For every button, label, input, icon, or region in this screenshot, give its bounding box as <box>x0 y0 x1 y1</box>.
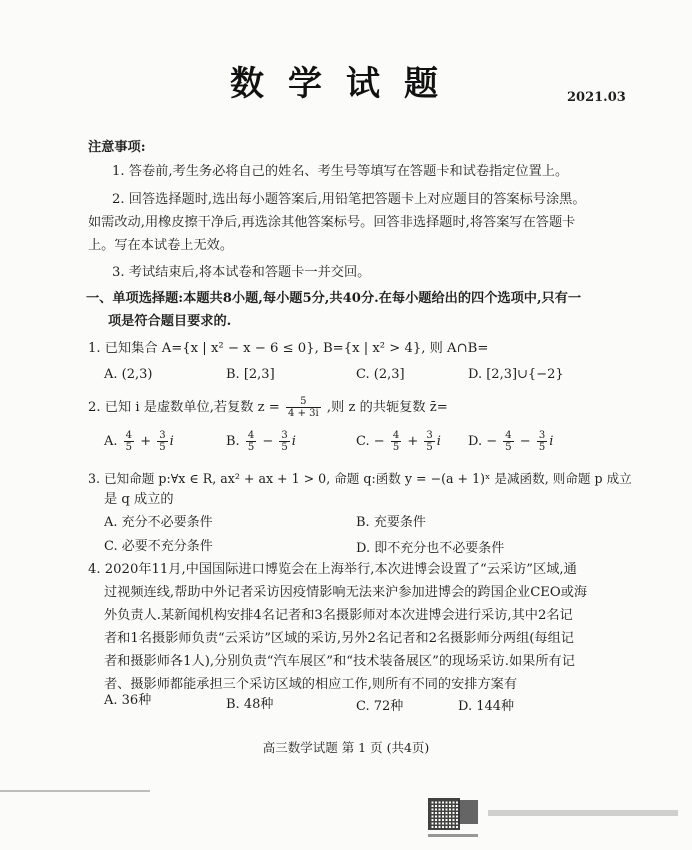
q2-option-c <box>356 430 441 453</box>
q2-option-c-frac-imag <box>424 430 434 453</box>
notice-line-4: 上。写在本试卷上无效。 <box>88 238 234 253</box>
frac-den: 5 <box>125 442 133 453</box>
q4-option-c: C. 72种 <box>356 699 404 714</box>
q2-option-d-label: D. <box>468 434 483 449</box>
notice-heading: 注意事项: <box>88 140 146 155</box>
frac-den: 5 <box>392 442 400 453</box>
scan-artifact <box>428 834 478 837</box>
frac-num: 4 <box>125 430 133 441</box>
q2-fraction <box>286 396 321 419</box>
exam-date: 2021.03 <box>567 90 626 105</box>
q4-option-d: D. 144种 <box>458 699 515 714</box>
q2-option-d <box>468 430 553 453</box>
q1-option-c: C. (2,3] <box>356 367 405 382</box>
frac-num: 4 <box>247 430 255 441</box>
question-4-line-2: 过视频连线,帮助中外记者采访因疫情影响无法来沪参加进博会的跨国企业CEO或海 <box>104 585 588 600</box>
frac-num: 3 <box>426 430 433 441</box>
q3-option-b: B. 充要条件 <box>356 515 426 530</box>
q2-option-d-frac-real <box>503 430 513 453</box>
scan-artifact <box>0 790 150 792</box>
notice-line-2: 2. 回答选择题时,选出每小题答案后,用铅笔把答题卡上对应题目的答案标号涂黑。 <box>112 192 586 207</box>
question-4-line-5: 者和摄影师各1人),分别负责“汽车展区”和“技术装备展区”的现场采访.如果所有记 <box>104 654 575 669</box>
frac-num: 3 <box>159 430 166 441</box>
frac-num: 3 <box>538 430 546 441</box>
q2-option-d-frac-imag <box>537 430 547 453</box>
imag-unit: i <box>549 434 554 449</box>
q3-option-a: A. 充分不必要条件 <box>104 515 213 530</box>
imag-unit: i <box>291 434 296 449</box>
frac-den: 5 <box>426 442 433 453</box>
frac-den: 5 <box>538 442 546 453</box>
frac-den: 5 <box>281 442 288 453</box>
q2-frac-numerator: 5 <box>300 396 307 407</box>
q2-option-c-label: C. <box>356 434 370 449</box>
notice-line-3: 如需改动,用橡皮擦干净后,再选涂其他答案标号。回答非选择题时,将答案写在答题卡 <box>88 215 576 230</box>
q3-option-d: D. 即不充分也不必要条件 <box>356 541 505 556</box>
page-title: 数学试题 <box>230 64 462 104</box>
q2-option-a-frac-real <box>124 430 134 453</box>
q2-option-b-frac-real <box>246 430 256 453</box>
q1-option-d: D. [2,3]∪{−2} <box>468 367 564 382</box>
imag-unit: i <box>169 434 174 449</box>
q2-option-b-op: − <box>262 434 274 449</box>
scan-artifact <box>488 810 678 816</box>
question-3-stem-cont: 是 q 成立的 <box>104 492 174 507</box>
q2-stem-post: ,则 z 的共轭复数 z̄= <box>326 400 448 415</box>
frac-num: 4 <box>392 430 400 441</box>
q2-option-b-label: B. <box>226 434 240 449</box>
page-footer: 高三数学试题 第 1 页 (共4页) <box>262 740 430 755</box>
q2-option-a <box>104 430 174 453</box>
question-3-stem: 3. 已知命题 p:∀x ∈ R, ax² + ax + 1 > 0, 命题 q:函数 y = −(a + 1)ˣ 是减函数, 则命题 p 成立 <box>88 471 632 486</box>
q2-stem-pre: 2. 已知 i 是虚数单位,若复数 z = <box>88 400 280 415</box>
section-heading: 一、单项选择题:本题共8小题,每小题5分,共40分.在每小题给出的四个选项中,只有一 <box>86 291 582 306</box>
q2-option-b-frac-imag <box>279 430 289 453</box>
imag-unit: i <box>436 434 441 449</box>
q2-option-c-op: + <box>407 434 419 449</box>
qr-code-icon <box>428 798 460 830</box>
q4-option-a: A. 36种 <box>104 693 152 708</box>
question-1-stem: 1. 已知集合 A={x | x² − x − 6 ≤ 0}, B={x | x² > 4}, 则 A∩B= <box>88 341 489 356</box>
frac-num: 4 <box>505 430 512 441</box>
q3-option-c: C. 必要不充分条件 <box>104 539 213 554</box>
question-4-line-3: 外负责人.某新闻机构安排4名记者和3名摄影师对本次进博会进行采访,其中2名记 <box>104 608 573 623</box>
frac-den: 5 <box>505 442 512 453</box>
q1-option-b: B. [2,3] <box>226 367 275 382</box>
q2-option-a-label: A. <box>104 434 118 449</box>
q2-option-b <box>226 430 296 453</box>
frac-den: 5 <box>247 442 255 453</box>
notice-line-1: 1. 答卷前,考生务必将自己的姓名、考生号等填写在答题卡和试卷指定位置上。 <box>112 164 569 179</box>
q2-option-d-op: − <box>519 434 531 449</box>
frac-num: 3 <box>281 430 288 441</box>
q1-option-a: A. (2,3) <box>104 367 153 382</box>
question-4-line-1: 4. 2020年11月,中国国际进口博览会在上海举行,本次进博会设置了“云采访”区域,通 <box>88 562 577 577</box>
q2-frac-denominator: 4 + 3i <box>288 408 319 419</box>
section-heading-cont: 项是符合题目要求的. <box>108 314 232 329</box>
question-4-line-4: 者和1名摄影师负责“云采访”区域的采访,另外2名记者和2名摄影师分两组(每组记 <box>104 631 574 646</box>
q2-option-a-frac-imag <box>157 430 167 453</box>
q4-option-b: B. 48种 <box>226 697 274 712</box>
question-4-line-6: 者、摄影师都能承担三个采访区域的相应工作,则所有不同的安排方案有 <box>104 677 518 692</box>
q2-option-d-sign: − <box>486 434 498 449</box>
frac-den: 5 <box>159 442 166 453</box>
q2-option-c-sign: − <box>373 434 385 449</box>
q2-option-c-frac-real <box>391 430 401 453</box>
question-2-stem <box>88 396 448 419</box>
q2-option-a-op: + <box>140 434 152 449</box>
qr-code-icon <box>458 800 478 824</box>
notice-line-5: 3. 考试结束后,将本试卷和答题卡一并交回。 <box>112 265 371 280</box>
